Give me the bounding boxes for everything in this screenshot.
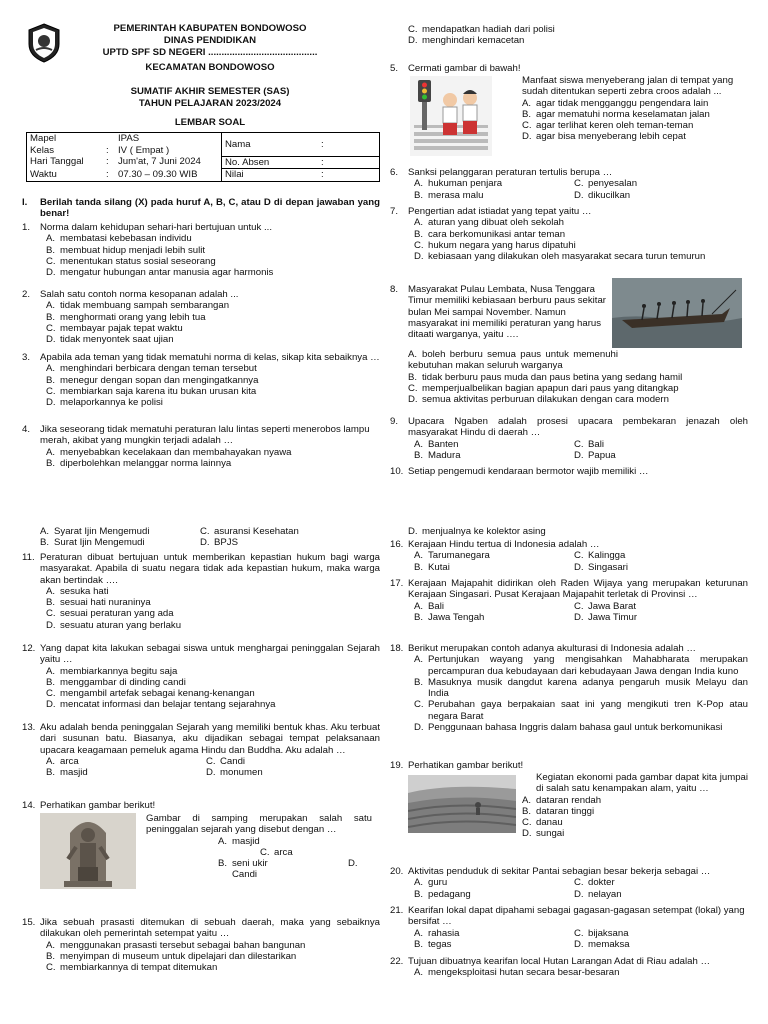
option-a[interactable]: A. menggunakan prasasti tersebut sebagai bahan bangunan	[46, 939, 306, 951]
option-c[interactable]: C. membayar pajak tepat waktu	[46, 322, 183, 334]
option-a[interactable]: A. sesuka hati	[46, 585, 109, 597]
statue-image	[40, 813, 136, 889]
question-18: 18. Berikut merupakan contoh adanya akulturasi di Indonesia adalah … A. Pertunjukan wayang yang mengisahkan Mahabharata merupakan percampuran dua kebudayaan dari kebudayaan Jawa dengan India kuno B. Masuknya musik dangdut karena adanya pengaruh musik Melayu dan India C. Perubahan gaya berpakaian saat ini yang mengikuti tren K-Pop atau negara Barat D. Penggunaan bahasa Inggris dalam bahasa gaul untuk berkomunikasi	[390, 643, 748, 734]
option-b[interactable]: B. Surat Ijin Mengemudi	[40, 537, 145, 549]
option-d[interactable]: D. agar bisa menyeberang lebih cepat	[522, 131, 686, 143]
option-c[interactable]: C. danau	[522, 817, 563, 829]
question-4-cont	[390, 24, 748, 47]
question-5: 5. Cermati gambar di bawah!	[390, 63, 521, 74]
option-a[interactable]: A. tidak membuang sampah sembarangan	[46, 300, 230, 312]
instruction: I. Berilah tanda silang (X) pada huruf A, B, C, atau D di depan jawaban yang benar!	[22, 197, 380, 220]
option-b[interactable]: B. tidak berburu paus muda dan paus betina yang sedang hamil	[408, 371, 683, 383]
option-d[interactable]: D. sesuatu aturan yang berlaku	[46, 619, 182, 631]
option-d[interactable]: D. menjualnya ke kolektor asing	[408, 526, 546, 537]
question-7: 7. Pengertian adat istiadat yang tepat yaitu … A. aturan yang dibuat oleh sekolah B. cara berkomunikasi antar teman C. hukum negara yang harus dipatuhi D. kebiasaan yang dilakukan oleh masyarakat secara turun temurun	[390, 206, 748, 262]
option-a[interactable]: A. masjid	[218, 835, 260, 847]
option-d-letter[interactable]: D.	[348, 858, 358, 870]
question-3: 3. Apabila ada teman yang tidak mematuhi norma di kelas, sikap kita sebaiknya … A. menghindari berbicara dengan teman tersebut B. menegur dengan sopan dan mengingatkannya C. membiarkan saja karena itu bukan urusan kita D. melaporkannya ke polisi	[22, 352, 380, 409]
option-d[interactable]: D. monumen	[206, 767, 263, 779]
option-c[interactable]: C. bijaksana	[574, 927, 629, 939]
question-1: 1. Norma dalam kehidupan sehari-hari bertujuan untuk ... A. membatasi kebebasan individu B. membuat hidup menjadi lebih sulit C. menentukan status sosial seseorang D. mengatur hubungan antar manusia agar harmonis	[22, 222, 380, 278]
option-a[interactable]: A. Bali	[414, 600, 444, 612]
option-b[interactable]: B. menegur dengan sopan dan mengingatkannya	[46, 374, 259, 386]
question-20: 20. Aktivitas penduduk di sekitar Pantai sebagian besar bekerja sebagai … A. guru C. dokter B. pedagang D. nelayan	[390, 866, 748, 900]
option-b[interactable]: B. dataran tinggi	[522, 805, 595, 817]
option-c[interactable]: C. Bali	[574, 438, 604, 450]
option-c[interactable]: C. mengambil artefak sebagai kenang-kenangan	[46, 688, 255, 700]
question-5-body: Manfaat siswa menyeberang jalan di tempat yang sudah ditentukan seperti zebra croos adalah ... A. agar tidak mengganggu pengendara lain B. agar mematuhi norma keselamatan jalan C. agar terlihat keren oleh teman-teman D. agar bisa menyeberang lebih cepat	[522, 75, 750, 143]
option-c[interactable]: C. hukum negara yang harus dipatuhi	[414, 239, 576, 251]
option-b[interactable]: B. tegas	[414, 938, 452, 950]
option-a[interactable]: A. Pertunjukan wayang yang mengisahkan Mahabharata merupakan percampuran dua kebudayaan dari kebudayaan Jawa dengan India kuno	[414, 654, 748, 677]
option-b[interactable]: B. masjid	[46, 767, 88, 779]
option-a[interactable]: A. aturan yang dibuat oleh sekolah	[414, 217, 565, 229]
option-d[interactable]: D. melaporkannya ke polisi	[46, 397, 163, 409]
option-c[interactable]: C. asuransi Kesehatan	[200, 526, 299, 537]
question-10-options	[22, 526, 380, 549]
option-b[interactable]: B. menghormati orang yang lebih tua	[46, 311, 206, 323]
option-c[interactable]: C. menentukan status sosial seseorang	[46, 255, 216, 267]
option-c[interactable]: C. membiarkan saja karena itu bukan urusan kita	[46, 385, 257, 397]
option-b[interactable]: B. membuat hidup menjadi lebih sulit	[46, 244, 206, 256]
header-line-4: KECAMATAN BONDOWOSO	[145, 62, 275, 73]
option-d[interactable]: D. kebiasaan yang dilakukan oleh masyarakat secara turun temurun	[414, 251, 706, 263]
option-d[interactable]: D. Jawa Timur	[574, 611, 638, 623]
tea-plantation-image	[408, 775, 516, 833]
option-d[interactable]: D. semua aktivitas perburuan dilakukan dengan cara modern	[408, 394, 669, 406]
option-b[interactable]: B. menyimpan di museum untuk dipelajari dan dilestarikan	[46, 950, 297, 962]
question-17: 17. Kerajaan Majapahit didirikan oleh Raden Wijaya yang merupakan keturunan Kerajaan Singasari. Pusat Kerajaan Majapahit terletak di Provinsi … A. Bali C. Jawa Barat B. Jawa Tengah D. Jawa Timur	[390, 578, 748, 623]
option-d[interactable]: D. tidak menyontek saat ujian	[46, 334, 174, 346]
question-9: 9. Upacara Ngaben adalah prosesi upacara pembekaran jenazah oleh masyarakat Hindu di daerah … A. Banten C. Bali B. Madura D. Papua	[390, 416, 748, 461]
option-b[interactable]: B. Masuknya musik dangdut karena adanya pengaruh musik Melayu dan India	[414, 676, 748, 700]
header-line-1: PEMERINTAH KABUPATEN BONDOWOSO	[113, 23, 307, 34]
option-d[interactable]: D. Papua	[574, 449, 616, 461]
question-15: 15. Jika sebuah prasasti ditemukan di sebuah daerah, maka yang sebaiknya dilakukan oleh pemerintah setempat yaitu … A. menggunakan prasasti tersebut sebagai bahan bangunan B. menyimpan di museum untuk dipelajari dan dilestarikan C. membiarkannya di tempat ditemukan	[22, 917, 380, 974]
question-4: 4. Jika seseorang tidak mematuhi peraturan lalu lintas seperti menerobos lampu merah, akibat yang mungkin terjadi adalah … A. menyebabkan kecelakaan dan membahayakan nyawa B. diperbolehkan melanggar norma lainnya	[22, 424, 380, 469]
option-b[interactable]: B. pedagang	[414, 888, 471, 900]
option-a[interactable]: A. mengeksploitasi hutan secara besar-besaran	[414, 967, 620, 979]
option-a[interactable]: A. hukuman penjara	[414, 178, 503, 190]
question-10: 10. Setiap pengemudi kendaraan bermotor wajib memiliki …	[390, 466, 649, 477]
question-15-cont	[390, 526, 748, 537]
option-b[interactable]: B. Kutai	[414, 561, 450, 573]
option-c[interactable]: C. Candi	[206, 755, 246, 767]
option-d[interactable]: D. memaksa	[574, 938, 630, 950]
option-a[interactable]: A. membiarkannya begitu saja	[46, 665, 178, 677]
question-22: 22. Tujuan dibuatnya kearifan local Hutan Larangan Adat di Riau adalah … A. mengeksploitasi hutan secara besar-besaran	[390, 956, 748, 979]
option-c[interactable]: C. Jawa Barat	[574, 600, 636, 612]
option-a[interactable]: A. Banten	[414, 438, 459, 450]
option-d[interactable]: D. nelayan	[574, 888, 622, 900]
question-21: 21. Kearifan lokal dapat dipahami sebagai gagasan-gagasan setempat (lokal) yang bersifat … A. rahasia C. bijaksana B. tegas D. memaksa	[390, 905, 745, 950]
question-8: 8. Masyarakat Pulau Lembata, Nusa Tenggara Timur memiliki kebiasaan berburu paus sekitar bulan Mei sampai November. Namun masyarakat ini memiliki peraturan yang harus ditaati warganya, yaitu ….	[390, 284, 606, 341]
question-8-options	[390, 349, 748, 405]
option-b[interactable]: B. agar mematuhi norma keselamatan jalan	[522, 108, 710, 120]
option-b[interactable]: B. Jawa Tengah	[414, 611, 485, 623]
option-c[interactable]: C. agar terlihat keren oleh teman-teman	[522, 120, 694, 132]
option-a[interactable]: A. dataran rendah	[522, 794, 602, 806]
option-c[interactable]: C. sesuai peraturan yang ada	[46, 608, 174, 620]
option-a[interactable]: A. agar tidak mengganggu pengendara lain	[522, 97, 709, 109]
sheet-title: LEMBAR SOAL	[174, 117, 246, 128]
option-a[interactable]: A. Tarumanegara	[414, 550, 490, 562]
option-b[interactable]: B. seni ukir	[218, 858, 268, 870]
question-12: 12. Yang dapat kita lakukan sebagai siswa untuk menghargai peninggalan Sejarah yaitu … A. membiarkannya begitu saja B. menggambar di dinding candi C. mengambil artefak sebagai kenang-kenangan D. mencatat informasi dan belajar tentang sejarahnya	[22, 643, 380, 711]
option-d[interactable]: D. sungai	[522, 828, 565, 840]
option-d[interactable]: D. Singasari	[574, 561, 628, 573]
option-b[interactable]: B. merasa malu	[414, 189, 484, 201]
option-b[interactable]: B. Madura	[414, 449, 461, 461]
whale-hunting-boat-image	[612, 278, 742, 348]
option-d[interactable]: D. BPJS	[200, 537, 238, 549]
header-line-2: DINAS PENDIDIKAN	[163, 35, 257, 46]
option-c[interactable]: C. arca	[260, 846, 293, 858]
option-c[interactable]: C. dokter	[574, 877, 615, 889]
exam-title: SUMATIF AKHIR SEMESTER (SAS)	[130, 86, 290, 97]
question-19: 19. Perhatikan gambar berikut!	[390, 760, 524, 771]
option-b[interactable]: B. menggambar di dinding candi	[46, 676, 186, 688]
option-d[interactable]: D. dikucilkan	[574, 189, 631, 201]
option-c[interactable]: C. mendapatkan hadiah dari polisi	[408, 24, 555, 35]
option-a[interactable]: A. Syarat Ijin Mengemudi	[40, 526, 150, 537]
option-c[interactable]: C. membiarkannya di tempat ditemukan	[46, 962, 218, 974]
question-16: 16. Kerajaan Hindu tertua di Indonesia adalah … A. Tarumanegara C. Kalingga B. Kutai D. Singasari	[390, 539, 748, 573]
option-c[interactable]: C. penyesalan	[574, 178, 638, 190]
option-c[interactable]: C. Kalingga	[574, 550, 626, 562]
option-a[interactable]: A. menghindari berbicara dengan teman tersebut	[46, 363, 257, 375]
option-b[interactable]: B. cara berkomunikasi antar teman	[414, 228, 566, 240]
header-line-3: UPTD SPF SD NEGERI .........................................	[102, 47, 318, 58]
option-d[interactable]: D. menghindari kemacetan	[408, 35, 525, 47]
question-14-body: Gambar di samping merupakan salah satu peninggalan sejarah yang disebut dengan … A. masjid C. arca B. seni ukir D. Candi	[146, 813, 372, 881]
option-d[interactable]: D. mencatat informasi dan belajar tentang sejarahnya	[46, 699, 276, 711]
question-2: 2. Salah satu contoh norma kesopanan adalah ... A. tidak membuang sampah sembarangan B. menghormati orang yang lebih tua C. membayar pajak tepat waktu D. tidak menyontek saat ujian	[22, 289, 380, 345]
student-info-table: Mapel IPAS Nama : Kelas : IV ( Empat ) Hari Tanggal : Jum'at, 7 Juni 2024 No. Absen : Waktu : 07.30 – 09.30 WIB Nilai :	[26, 132, 380, 182]
question-13: 13. Aku adalah benda peninggalan Sejarah yang memiliki bentuk khas. Aku terbuat dari susunan batu. Biasanya, aku dijadikan sebagai tempat pelaksanaan upacara keagamaan pemeluk agama Hindu dan Buddha. Aku adalah … A. arca C. Candi B. masjid D. monumen	[22, 722, 380, 779]
option-a[interactable]: A. arca	[46, 755, 79, 767]
zebra-cross-image	[410, 76, 492, 156]
option-c[interactable]: C. memperjualbelikan bagian apapun dari paus yang ditangkap	[408, 382, 679, 394]
question-11: 11. Peraturan dibuat bertujuan untuk memberikan kepastian hukum bagi warga masyarakat. Apabila di suatu negara tidak ada kepastian hukum, maka warga akan bertindak …. A. sesuka hati B. sesuai hati nuraninya C. sesuai peraturan yang ada D. sesuatu aturan yang berlaku	[22, 552, 380, 631]
option-a[interactable]: A. menyebabkan kecelakaan dan membahayakan nyawa	[46, 446, 292, 458]
option-a[interactable]: A. boleh berburu semua paus untuk memenuhi kebutuhan makan seluruh warganya	[408, 349, 618, 372]
option-a[interactable]: A. membatasi kebebasan individu	[46, 233, 192, 245]
question-14: 14. Perhatikan gambar berikut!	[22, 800, 156, 811]
option-d[interactable]: Candi	[232, 869, 258, 881]
option-c[interactable]: C. Perubahan gaya berpakaian saat ini yang mengikuti tren K-Pop atau negara Barat	[414, 699, 748, 722]
question-6: 6. Sanksi pelanggaran peraturan tertulis berupa … A. hukuman penjara C. penyesalan B. merasa malu D. dikucilkan	[390, 167, 748, 201]
option-b[interactable]: B. diperbolehkan melanggar norma lainnya	[46, 457, 232, 469]
option-a[interactable]: A. guru	[414, 877, 448, 889]
option-a[interactable]: A. rahasia	[414, 927, 460, 939]
option-d[interactable]: D. mengatur hubungan antar manusia agar harmonis	[46, 267, 274, 279]
question-19-body: Kegiatan ekonomi pada gambar dapat kita jumpai di salah satu kenampakan alam, yaitu … A. dataran rendah B. dataran tinggi C. danau D. sungai	[522, 772, 748, 840]
school-year: TAHUN PELAJARAN 2023/2024	[138, 98, 282, 109]
option-d[interactable]: D. Penggunaan bahasa Inggris dalam bahasa gaul untuk berkomunikasi	[414, 722, 723, 734]
option-b[interactable]: B. sesuai hati nuraninya	[46, 597, 151, 609]
